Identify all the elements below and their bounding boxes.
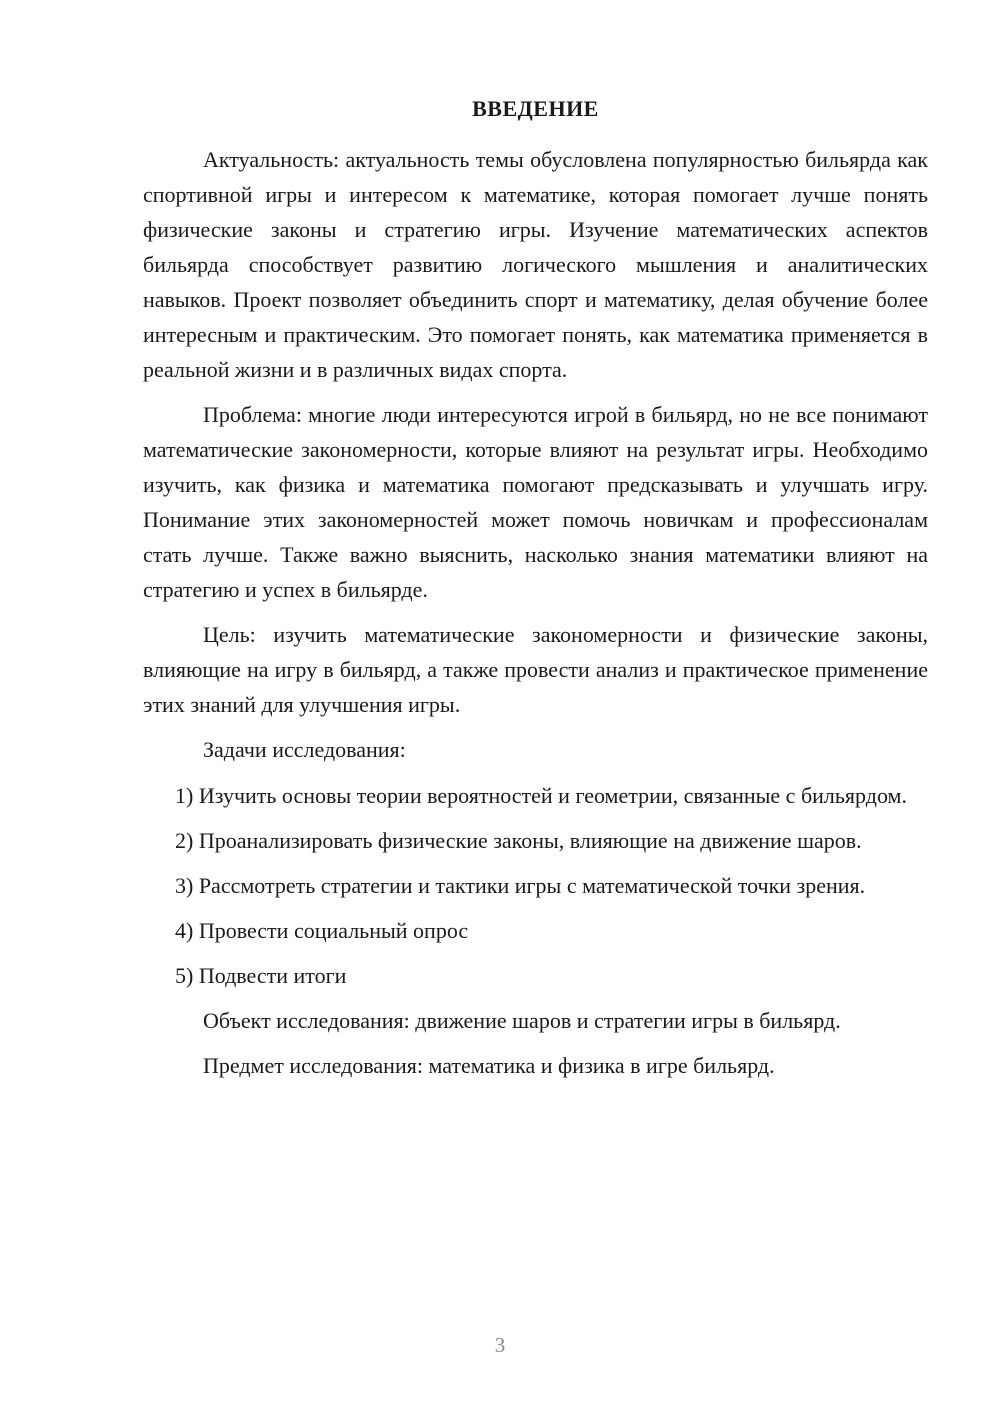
document-page [143, 96, 928, 1083]
research-subject: Предмет исследования: математика и физика в игре бильярд. [203, 1053, 775, 1078]
goal-paragraph: Цель: изучить математические закономерности и физические законы, влияющие на игру в бильярд, а также провести анализ и практическое применение этих знаний для улучшения игры. [143, 622, 928, 717]
task-item-4: 4) Провести социальный опрос [175, 918, 469, 943]
page-number: 3 [494, 1333, 506, 1357]
relevance-paragraph: Актуальность: актуальность темы обусловлена популярностью бильярда как спортивной игры и интересом к математике, которая помогает лучше понять физические законы и стратегию игры. Изучение математических аспектов бильярда способствует развитию логического мышления и аналитических навыков. Проект позволяет объединить спорт и математику, делая обучение более интересным и практическим. Это помогает понять, как математика применяется в реальной жизни и в различных видах спорта. [143, 147, 928, 382]
research-object: Объект исследования: движение шаров и стратегии игры в бильярд. [203, 1008, 841, 1033]
problem-paragraph: Проблема: многие люди интересуются игрой в бильярд, но не все понимают математические закономерности, которые влияют на результат игры. Необходимо изучить, как физика и математика помогают предсказывать и улучшать игру. Понимание этих закономерностей может помочь новичкам и профессионалам стать лучше. Также важно выяснить, насколько знания математики влияют на стратегию и успех в бильярде. [143, 402, 928, 602]
section-title: ВВЕДЕНИЕ [472, 96, 599, 121]
task-item-3: 3) Рассмотреть стратегии и тактики игры с математической точки зрения. [175, 873, 866, 898]
task-item-5: 5) Подвести итоги [175, 963, 347, 988]
task-item-1: 1) Изучить основы теории вероятностей и геометрии, связанные с бильярдом. [175, 783, 907, 808]
tasks-heading: Задачи исследования: [203, 737, 406, 762]
task-item-2: 2) Проанализировать физические законы, влияющие на движение шаров. [175, 828, 862, 853]
